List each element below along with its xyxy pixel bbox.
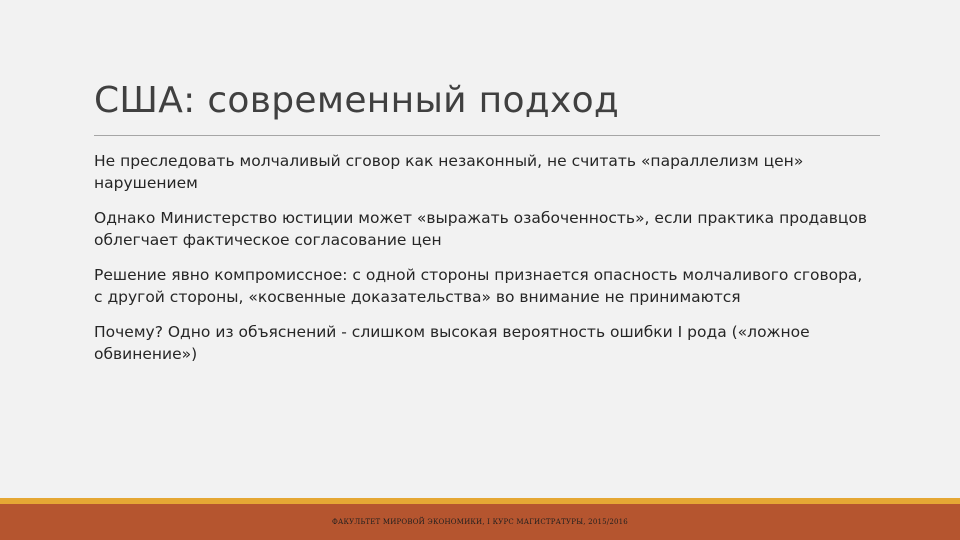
bullet-list: [94, 150, 874, 378]
bullet-item: Однако Министерство юстиции может «выражать озабоченность», если практика продавцов облегчает фактическое согласование цен: [94, 209, 868, 249]
bullet-item: Решение явно компромиссное: с одной стороны признается опасность молчаливого сговора, с другой стороны, «косвенные доказательства» во внимание не принимаются: [94, 266, 863, 306]
bullet-item: Не преследовать молчаливый сговор как незаконный, не считать «параллелизм цен» нарушением: [94, 152, 804, 192]
footer-text: ФАКУЛЬТЕТ МИРОВОЙ ЭКОНОМИКИ, I КУРС МАГИСТРАТУРЫ, 2015/2016: [332, 518, 628, 526]
title-divider: [94, 135, 880, 136]
bullet-item: Почему? Одно из объяснений - слишком высокая вероятность ошибки I рода («ложное обвинение»): [94, 323, 810, 363]
slide-title: США: современный подход: [94, 80, 620, 121]
